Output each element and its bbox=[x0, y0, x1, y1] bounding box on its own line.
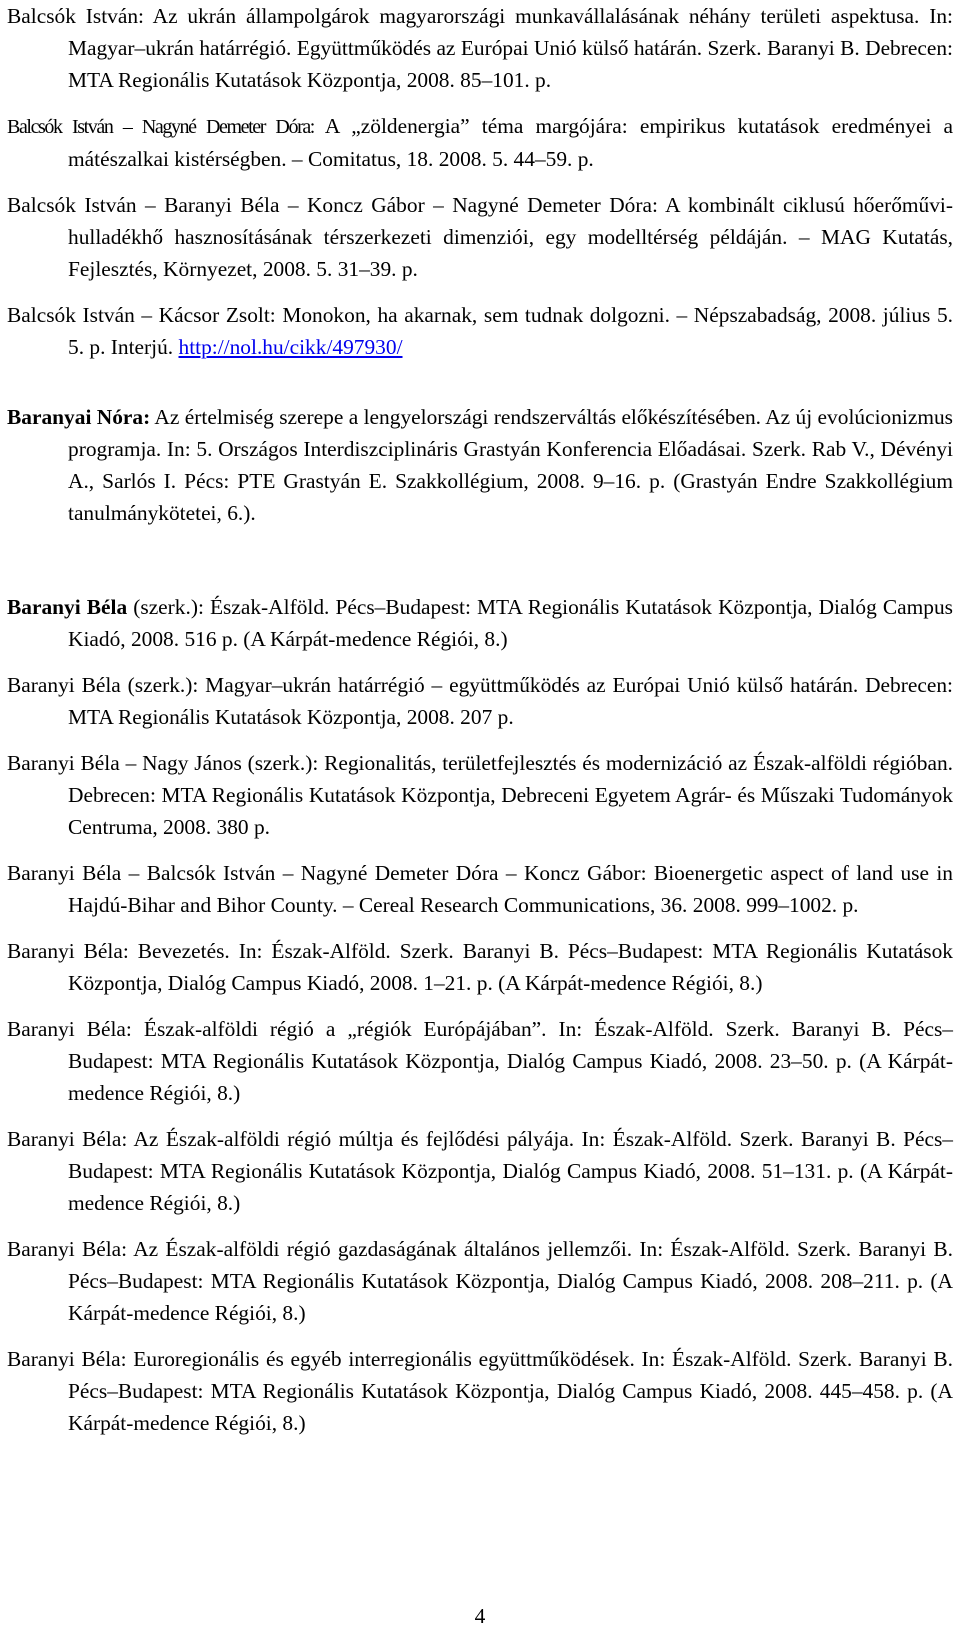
entry-text: Baranyi Béla: Bevezetés. In: Észak-Alföld. Szerk. Baranyi B. Pécs–Budapest: MTA Regionális Kutatások Központja, Dialóg Campus Kiadó, 2008. 1–21. p. (A Kárpát-medence Régiói, 8.) bbox=[7, 939, 953, 995]
page-number: 4 bbox=[474, 1604, 486, 1628]
entry-text: Balcsók István – Baranyi Béla – Koncz Gábor – Nagyné Demeter Dóra: A kombinált ciklusú hőerőművi-hulladékhő hasznosításának térszerkezeti dimenziói, egy modelltérség példáján. – MAG Kutatás, Fejlesztés, Környezet, 2008. 5. 31–39. p. bbox=[7, 193, 953, 281]
entry-authors: Balcsók István – Nagyné Demeter Dóra: bbox=[7, 116, 314, 138]
entry-text: Baranyi Béla – Balcsók István – Nagyné Demeter Dóra – Koncz Gábor: Bioenergetic aspect of land use in Hajdú-Bihar and Bihor County. – Cereal Research Communications, 36. 2008. 999–1002. p. bbox=[7, 861, 953, 917]
entry-text: A „zöldenergia” téma margójára: empirikus kutatások eredményei a mátészalkai kistérségben. – Comitatus, 18. 2008. 5. 44–59. p. bbox=[68, 114, 954, 171]
entry-link[interactable]: http://nol.hu/cikk/497930/ bbox=[178, 335, 403, 359]
bibliography-entry bbox=[7, 1013, 953, 1109]
bibliography-entry bbox=[7, 857, 953, 921]
entry-text: Baranyi Béla: Észak-alföldi régió a „régiók Európájában”. In: Észak-Alföld. Szerk. Baranyi B. Pécs–Budapest: MTA Regionális Kutatások Központja, Dialóg Campus Kiadó, 2008. 23–50. p. (A Kárpát-medence Régiói, 8.) bbox=[7, 1017, 953, 1105]
bibliography-list bbox=[7, 0, 953, 1439]
bibliography-entry bbox=[7, 1343, 953, 1439]
entry-text: Baranyi Béla: Euroregionális és egyéb interregionális együttműködések. In: Észak-Alföld. Szerk. Baranyi B. Pécs–Budapest: MTA Regionális Kutatások Központja, Dialóg Campus Kiadó, 2008. 445–458. p. (A Kárpát-medence Régiói, 8.) bbox=[7, 1347, 953, 1435]
bibliography-entry bbox=[7, 189, 953, 285]
bibliography-entry bbox=[7, 669, 953, 733]
bibliography-entry bbox=[7, 401, 953, 529]
bibliography-entry bbox=[7, 747, 953, 843]
bibliography-entry bbox=[7, 591, 953, 655]
bibliography-entry bbox=[7, 1123, 953, 1219]
bibliography-entry bbox=[7, 299, 953, 363]
entry-author-bold: Baranyi Béla bbox=[7, 595, 128, 619]
entry-text: Baranyi Béla (szerk.): Magyar–ukrán határrégió – együttműködés az Európai Unió külső határán. Debrecen: MTA Regionális Kutatások Központja, 2008. 207 p. bbox=[7, 673, 953, 729]
entry-text: Balcsók István: Az ukrán állampolgárok magyarországi munkavállalásának néhány területi aspektusa. In: Magyar–ukrán határrégió. Együttműködés az Európai Unió külső határán. Szerk. Baranyi B. Debrecen: MTA Regionális Kutatások Központja, 2008. 85–101. p. bbox=[7, 4, 953, 92]
bibliography-entry bbox=[7, 935, 953, 999]
entry-text: Baranyi Béla: Az Észak-alföldi régió gazdaságának általános jellemzői. In: Észak-Alföld. Szerk. Baranyi B. Pécs–Budapest: MTA Regionális Kutatások Központja, Dialóg Campus Kiadó, 2008. 208–211. p. (A Kárpát-medence Régiói, 8.) bbox=[7, 1237, 953, 1325]
entry-text: Az értelmiség szerepe a lengyelországi rendszerváltás előkészítésében. Az új evolúcionizmus programja. In: 5. Országos Interdiszciplináris Grastyán Konferencia Előadásai. Szerk. Rab V., Dévényi A., Sarlós I. Pécs: PTE Grastyán E. Szakkollégium, 2008. 9–16. p. (Grastyán Endre Szakkollégium tanulmánykötetei, 6.). bbox=[68, 405, 954, 525]
bibliography-entry bbox=[7, 1233, 953, 1329]
entry-author-bold: Baranyai Nóra: bbox=[7, 405, 151, 429]
entry-text: (szerk.): Észak-Alföld. Pécs–Budapest: MTA Regionális Kutatások Központja, Dialóg Campus Kiadó, 2008. 516 p. (A Kárpát-medence Régiói, 8.) bbox=[68, 595, 953, 651]
bibliography-entry bbox=[7, 110, 953, 175]
entry-text: Baranyi Béla: Az Észak-alföldi régió múltja és fejlődési pályája. In: Észak-Alföld. Szerk. Baranyi B. Pécs–Budapest: MTA Regionális Kutatások Központja, Dialóg Campus Kiadó, 2008. 51–131. p. (A Kárpát-medence Régiói, 8.) bbox=[7, 1127, 953, 1215]
bibliography-entry bbox=[7, 0, 953, 96]
entry-text: Baranyi Béla – Nagy János (szerk.): Regionalitás, területfejlesztés és modernizáció az Észak-alföldi régióban. Debrecen: MTA Regionális Kutatások Központja, Debreceni Egyetem Agrár- és Műszaki Tudományok Centruma, 2008. 380 p. bbox=[7, 751, 953, 839]
entry-text: Balcsók István – Kácsor Zsolt: Monokon, ha akarnak, sem tudnak dolgozni. – Népszabadság, 2008. július 5. 5. p. Interjú. bbox=[7, 303, 953, 359]
